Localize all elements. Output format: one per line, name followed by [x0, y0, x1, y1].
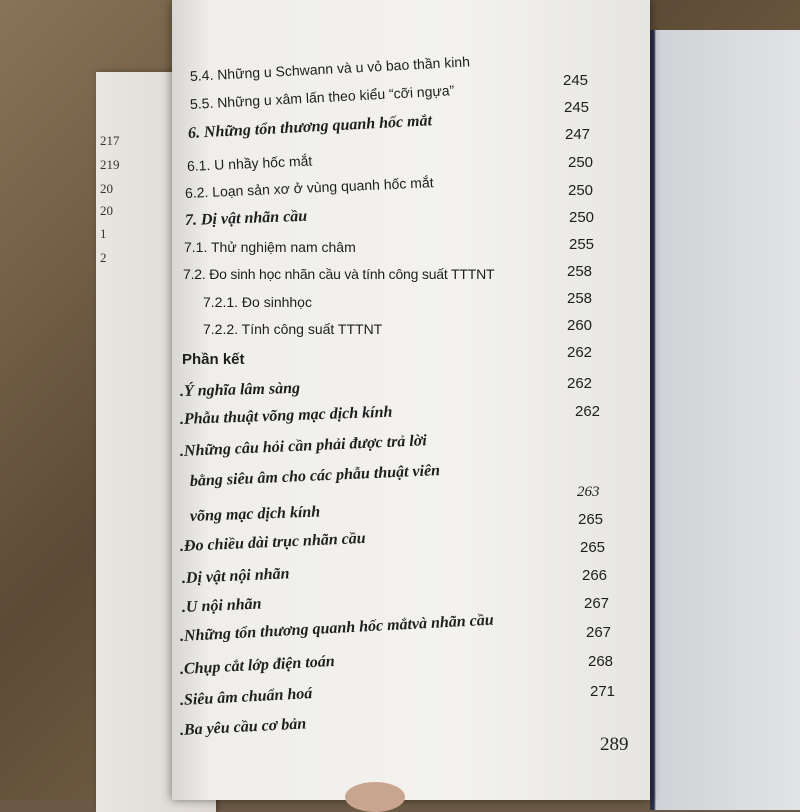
toc-entry: võng mạc dịch kính: [189, 503, 321, 525]
toc-entry: .U nội nhãn: [181, 595, 262, 616]
toc-entry-7-2: 7.2. Đo sinh học nhãn cầu và tính công suất TTTNT: [183, 266, 495, 282]
left-page-number: 20: [100, 203, 113, 218]
left-page-number: 217: [100, 133, 120, 148]
toc-page-number: 250: [569, 209, 595, 226]
toc-page-number: 267: [586, 624, 612, 641]
finger: [345, 782, 405, 812]
toc-entry: .Phẫu thuật võng mạc dịch kính: [179, 403, 393, 428]
toc-page-number: 258: [567, 290, 593, 307]
toc-entry-7-1: 7.1. Thử nghiệm nam châm: [184, 239, 356, 255]
toc-entry-7-2-1: 7.2.1. Đo sinhhọc: [203, 294, 312, 310]
toc-entry: .Ý nghĩa lâm sàng: [179, 379, 301, 400]
toc-page-number: 265: [578, 511, 604, 528]
toc-entry: .Ba yêu cầu cơ bản: [179, 715, 307, 739]
toc-page-number: 267: [584, 595, 610, 612]
toc-entry: .Những tổn thương quanh hốc mắtvà nhãn cầu: [179, 611, 495, 645]
toc-entry-6: 6. Những tổn thương quanh hốc mắt: [187, 112, 433, 142]
toc-page-number: 260: [567, 317, 593, 334]
toc-entry-5-4: 5.4. Những u Schwann và u vỏ bao thần kinh: [189, 53, 471, 84]
toc-page-number: 255: [569, 236, 595, 253]
toc-page-number: 245: [564, 99, 590, 116]
toc-entry-6-2: 6.2. Loạn sản xơ ở vùng quanh hốc mắt: [184, 174, 434, 201]
toc-page-number: 262: [575, 403, 601, 420]
toc-page-number: 247: [565, 126, 591, 143]
toc-page-number: 250: [568, 182, 594, 199]
toc-page-number: 271: [590, 683, 616, 700]
toc-entry-7: 7. Dị vật nhãn cầu: [184, 207, 308, 229]
toc-page-number: 262: [567, 344, 593, 361]
toc-section-heading: Phần kết: [182, 351, 245, 368]
toc-page-number: 262: [567, 375, 593, 392]
left-page-number: 2: [100, 250, 107, 265]
toc-page-number: 245: [563, 72, 589, 89]
left-page-number: 20: [100, 181, 113, 196]
page-number: 289: [600, 734, 629, 755]
left-page-number: 219: [100, 157, 120, 172]
toc-entry: .Đo chiều dài trục nhãn cầu: [179, 529, 366, 555]
toc-entry: .Siêu âm chuẩn hoá: [179, 685, 313, 709]
toc-page-number: 265: [580, 539, 606, 556]
toc-entry: .Dị vật nội nhãn: [181, 565, 290, 587]
toc-page-number: 266: [582, 567, 608, 584]
toc-page-number: 268: [588, 653, 614, 670]
toc-entry: bằng siêu âm cho các phẫu thuật viên: [189, 462, 441, 490]
toc-entry: .Những câu hỏi cần phải được trả lời: [179, 432, 428, 460]
toc-page-number: 250: [568, 154, 594, 171]
toc-page-number: 258: [567, 263, 593, 280]
toc-page-number: 263: [577, 484, 600, 500]
left-page-number: 1: [100, 226, 107, 241]
toc-entry-7-2-2: 7.2.2. Tính công suất TTTNT: [203, 321, 383, 337]
toc-entry-5-5: 5.5. Những u xâm lấn theo kiểu “cỡi ngựa”: [189, 82, 455, 112]
toc-entry-6-1: 6.1. U nhầy hốc mắt: [186, 152, 313, 174]
toc-entry: .Chụp cắt lớp điện toán: [179, 652, 336, 678]
